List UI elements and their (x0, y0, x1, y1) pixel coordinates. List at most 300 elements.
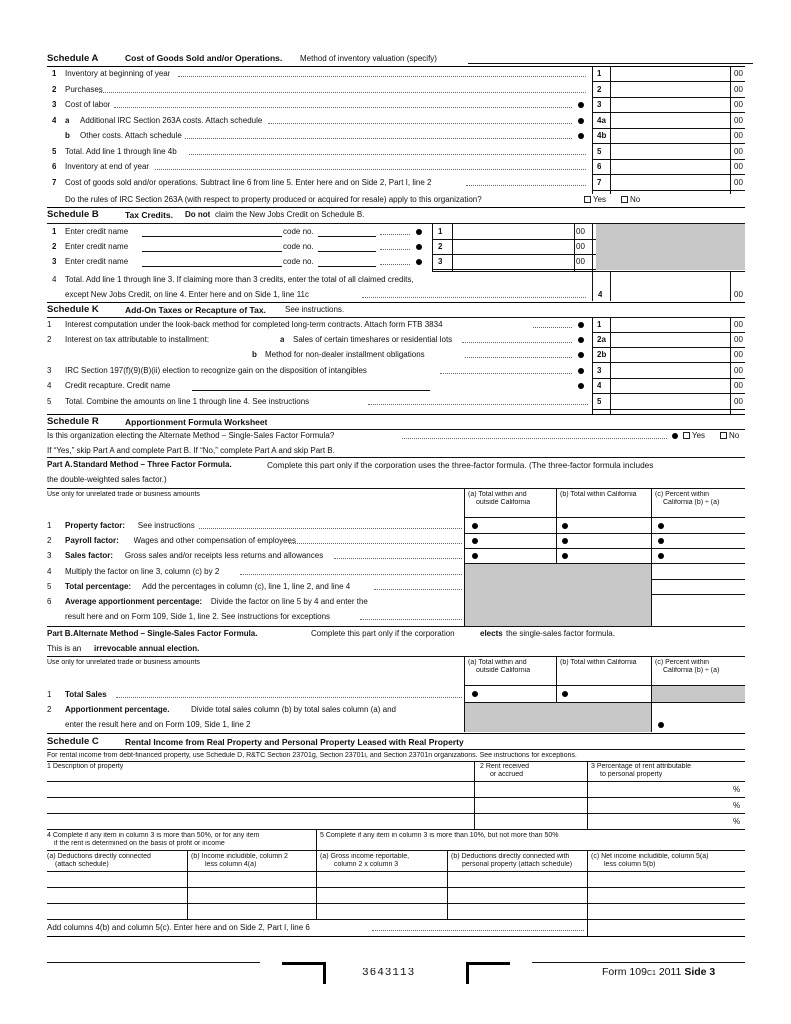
bullet-icon (416, 259, 422, 265)
rule (47, 488, 745, 489)
rule (592, 332, 745, 333)
bullet-icon (416, 229, 422, 235)
schedule-b-heading: Schedule B (47, 210, 99, 220)
rule (592, 112, 745, 113)
bullet-icon (578, 352, 584, 358)
col-c-header: (c) Percent within (655, 491, 710, 498)
rule (651, 594, 745, 595)
bullet-icon (472, 553, 478, 559)
code-no-label: code no. (283, 243, 314, 251)
box-number: 2 (438, 243, 443, 251)
yes-checkbox[interactable] (584, 196, 591, 203)
rule (47, 749, 745, 750)
bullet-icon (578, 102, 584, 108)
col5b-header2: personal property (attach schedule) (462, 861, 573, 868)
schedule-r-heading: Schedule R (47, 417, 99, 427)
rule (47, 66, 745, 67)
rule (532, 962, 745, 963)
shaded-area (465, 703, 651, 732)
col-divider (316, 829, 317, 919)
rule (47, 761, 745, 762)
leader-dots (178, 76, 587, 77)
leader-dots (374, 589, 462, 590)
line-label-bold: Sales factor: (65, 552, 114, 560)
part-b-desc2: the single-sales factor formula. (506, 630, 615, 638)
leader-dots (372, 930, 584, 931)
box-divider (610, 66, 611, 194)
line-sub: b (252, 351, 257, 359)
leader-dots (185, 138, 572, 139)
leader-dots (289, 543, 462, 544)
credit-name-input[interactable] (142, 251, 282, 252)
single-sales-no[interactable] (718, 432, 739, 440)
leader-dots (199, 528, 462, 529)
leader-dots (155, 169, 586, 170)
line-number: 5 (52, 147, 57, 156)
line-number: 1 (52, 228, 57, 236)
cents: 00 (734, 336, 743, 344)
bullet-icon (578, 383, 584, 389)
col4b-header: (b) Income includible, column 2 (191, 853, 288, 860)
single-sales-yes[interactable] (681, 432, 705, 440)
shaded-area (596, 224, 745, 270)
form-footer (602, 967, 715, 978)
rule (47, 656, 745, 657)
rule (592, 347, 745, 348)
box-number: 2a (597, 336, 606, 344)
line-sub: a (280, 336, 285, 344)
line-number: 4 (47, 382, 52, 390)
leader-dots (116, 697, 462, 698)
col-a-header2: outside California (476, 667, 531, 674)
line-sub: b (65, 132, 70, 140)
rule (464, 548, 745, 549)
col-divider (556, 656, 557, 702)
form-sub: C1 (646, 970, 656, 977)
bullet-icon (472, 523, 478, 529)
rule (592, 128, 745, 129)
rule (432, 271, 745, 272)
line-label: Inventory at end of year (65, 163, 150, 171)
col-b-header: (b) Total within California (560, 659, 637, 666)
leader-dots (114, 107, 572, 108)
cents: 00 (734, 367, 743, 375)
bullet-icon (578, 133, 584, 139)
col5-header: 5 Complete if any item in column 3 is more than 10%, but not more than 50% (320, 832, 559, 839)
line-label: Wages and other compensation of employees (133, 537, 296, 545)
rule (592, 97, 745, 98)
col5b-header: (b) Deductions directly connected with (451, 853, 570, 860)
amount-field[interactable] (611, 177, 730, 190)
bullet-icon (672, 433, 678, 439)
box-divider (592, 66, 593, 194)
bullet-icon (562, 523, 568, 529)
leader-dots (462, 342, 572, 343)
col5c-header: (c) Net income includible, column 5(a) (591, 853, 709, 860)
line-label: Multiply the factor on line 3, column (c) by 2 (65, 568, 220, 576)
leader-dots (268, 123, 573, 124)
cents: 00 (576, 228, 585, 236)
line-number: 2 (47, 706, 52, 714)
col-a-header: (a) Total within and (468, 659, 527, 666)
credit-name-input[interactable] (192, 390, 430, 391)
col-divider (587, 850, 588, 936)
rule (592, 409, 745, 410)
box-number: 4 (597, 382, 602, 390)
code-no-input[interactable] (318, 251, 376, 252)
leader-dots (402, 438, 667, 439)
cents: 00 (734, 101, 743, 109)
line-number: 5 (47, 398, 52, 406)
leader-dots (533, 327, 572, 328)
bullet-icon (658, 523, 664, 529)
schedule-c-heading: Schedule C (47, 737, 99, 747)
bullet-icon (578, 337, 584, 343)
bullet-icon (578, 368, 584, 374)
line-label: Additional IRC Section 263A costs. Attach schedule (80, 116, 263, 125)
box-number: 7 (597, 178, 602, 187)
box-divider (730, 271, 731, 301)
cents: 00 (576, 243, 585, 251)
line-label: Total. Combine the amounts on line 1 through line 4. See instructions (65, 398, 310, 406)
box-number: 4a (597, 116, 606, 125)
bullet-icon (416, 244, 422, 250)
yes-checkbox[interactable] (683, 432, 690, 439)
box-number: 2 (597, 85, 602, 94)
rule (47, 733, 745, 734)
col-divider (556, 488, 557, 564)
bullet-icon (562, 538, 568, 544)
col-divider (464, 488, 465, 626)
leader-dots (99, 92, 586, 93)
use-only-note: Use only for unrelated trade or business amounts (47, 491, 200, 498)
col-c-header2: California (b) ÷ (a) (663, 499, 720, 506)
part-a-title: Standard Method – Three Factor Formula. (73, 461, 232, 469)
amount-field[interactable] (611, 334, 730, 347)
part-a-label: Part A. (47, 461, 73, 469)
box-divider (610, 271, 611, 301)
line-number: 2 (52, 85, 57, 94)
box-divider (592, 317, 593, 414)
line-sub: a (65, 116, 70, 125)
line-label-bold: Payroll factor: (65, 537, 119, 545)
col4a-header2: (attach schedule) (55, 861, 109, 868)
line-label: result here and on Form 109, Side 1, line 2. See instructions for exceptions (65, 613, 331, 621)
leader-dots (362, 297, 586, 298)
cents: 00 (734, 132, 743, 140)
rule (592, 174, 745, 175)
box-divider (610, 317, 611, 414)
part-a-desc: Complete this part only if the corporation uses the three-factor formula. (The three-factor formula includes (267, 461, 654, 470)
rule (464, 563, 745, 564)
amount-field[interactable] (611, 365, 730, 378)
inventory-method-input[interactable] (468, 63, 753, 64)
rule (592, 190, 745, 191)
rule (47, 962, 260, 963)
col5a-header2: column 2 x column 3 (334, 861, 399, 868)
part-b-irrev-pre: This is an (47, 645, 82, 653)
part-b-label: Part B. (47, 630, 73, 638)
col-c-header: (c) Percent within (655, 659, 710, 666)
credit-name-label: Enter credit name (65, 243, 129, 251)
total-sales-label: Total Sales (65, 691, 107, 699)
col-c-header2: California (b) ÷ (a) (663, 667, 720, 674)
line-label-bold: Average apportionment percentage: (65, 598, 203, 606)
bullet-icon (562, 691, 568, 697)
schedule-b-donot: Do not (185, 211, 211, 219)
leader-dots (360, 619, 462, 620)
no-label: No (630, 196, 641, 204)
cents: 00 (734, 291, 743, 299)
rule (592, 143, 745, 144)
leader-dots (465, 357, 572, 358)
code-no-input[interactable] (318, 236, 376, 237)
col3-header: 3 Percentage of rent attributable (591, 763, 692, 770)
apportionment-pct-text2: enter the result here and on Form 109, Side 1, line 2 (65, 721, 251, 729)
rule (47, 781, 745, 782)
code-no-label: code no. (283, 258, 314, 266)
cents: 00 (734, 163, 743, 171)
rule (47, 317, 745, 318)
box-number: 5 (597, 398, 602, 406)
box-divider (592, 223, 593, 301)
leader-dots (466, 185, 586, 186)
line-number: 3 (52, 258, 57, 266)
schedule-c-title: Rental Income from Real Property and Personal Property Leased with Real Property (125, 738, 464, 747)
line-number: 2 (47, 537, 52, 545)
bullet-icon (658, 722, 664, 728)
shaded-area (465, 564, 651, 626)
leader-dots (334, 558, 462, 559)
schedule-b-line4-text: Total. Add line 1 through line 3. If claiming more than 3 credits, enter the total of all claimed credits, (65, 276, 414, 284)
box-number: 5 (597, 147, 602, 156)
col4-header: 4 Complete if any item in column 3 is more than 50%, or for any item (47, 832, 260, 839)
rule (592, 159, 745, 160)
cents: 00 (734, 351, 743, 359)
schedule-r-title: Apportionment Formula Worksheet (125, 418, 268, 427)
rule (47, 626, 745, 627)
cents: 00 (734, 321, 743, 329)
schedule-b-title-rest: claim the New Jobs Credit on Schedule B. (215, 211, 365, 219)
percent-sign: % (733, 818, 741, 826)
rule (47, 429, 745, 430)
rule (47, 850, 745, 851)
line-number: 7 (52, 178, 57, 187)
percent-sign: % (733, 802, 741, 810)
use-only-note: Use only for unrelated trade or business amounts (47, 659, 200, 666)
col-divider (651, 656, 652, 732)
col-divider (651, 488, 652, 626)
part-b-irrev: irrevocable annual election. (94, 645, 200, 653)
registration-mark (466, 962, 469, 984)
col-b-header: (b) Total within California (560, 491, 637, 498)
amount-field[interactable] (611, 146, 730, 159)
bullet-icon (562, 553, 568, 559)
col-divider (447, 850, 448, 919)
box-divider (432, 223, 433, 271)
inventory-method-label: Method of inventory valuation (specify) (300, 55, 437, 63)
amount-field[interactable] (611, 115, 730, 128)
bullet-icon (658, 553, 664, 559)
rule (47, 887, 745, 888)
amount-field[interactable] (611, 380, 730, 393)
rule (464, 702, 745, 703)
leader-dots (240, 574, 462, 575)
rule (432, 239, 596, 240)
no-checkbox[interactable] (720, 432, 727, 439)
box-number: 3 (597, 101, 602, 109)
rule (592, 81, 745, 82)
rule (592, 378, 745, 379)
rule (47, 457, 745, 458)
col4b-header2: less column 4(a) (205, 861, 257, 868)
cents: 00 (734, 382, 743, 390)
registration-mark (282, 962, 326, 965)
rule (464, 517, 745, 518)
line-number: 3 (47, 367, 52, 375)
credit-name-label: Enter credit name (65, 228, 129, 236)
amount-field[interactable] (611, 349, 730, 362)
bullet-icon (658, 538, 664, 544)
line-number: 4 (47, 568, 52, 576)
schedule-k-heading: Schedule K (47, 305, 99, 315)
line-number: 2 (52, 243, 57, 251)
schedule-a-heading: Schedule A (47, 54, 99, 64)
box-divider (730, 66, 731, 194)
line-label-bold: Total percentage: (65, 583, 132, 591)
irc-263a-question: Do the rules of IRC Section 263A (with respect to property produced or acquired for resale) apply to this organization? (65, 196, 482, 204)
amount-field[interactable] (611, 68, 730, 81)
rule (432, 269, 596, 270)
shaded-area (652, 686, 745, 702)
apportionment-pct-label: Apportionment percentage. (65, 706, 170, 714)
part-b-title: Alternate Method – Single-Sales Factor Formula. (73, 630, 258, 638)
box-number: 4b (597, 132, 607, 140)
col-divider (474, 761, 475, 829)
line-label: Cost of goods sold and/or operations. Subtract line 6 from line 5. Enter here and on Side 2, Part I, line 2 (65, 178, 432, 187)
line-label: Credit recapture. Credit name (65, 382, 171, 390)
line-label: Cost of labor (65, 101, 111, 109)
cents: 00 (734, 116, 743, 125)
form-name: Form 109 (602, 967, 647, 978)
no-checkbox[interactable] (621, 196, 628, 203)
amount-field[interactable] (611, 130, 730, 143)
line-number: 3 (52, 101, 57, 109)
line-number: 1 (47, 522, 52, 530)
amount-field[interactable] (611, 396, 730, 409)
rule (47, 871, 745, 872)
single-sales-question: Is this organization electing the Alternate Method – Single-Sales Factor Formula? (47, 432, 335, 440)
rule (47, 829, 745, 830)
col-divider (187, 850, 188, 919)
box-divider (730, 317, 731, 414)
schedule-k-title-rest: See instructions. (285, 306, 345, 314)
col-divider (587, 761, 588, 829)
line-number: 1 (52, 70, 57, 78)
irc-263a-yes[interactable] (582, 196, 606, 204)
amount-field[interactable] (611, 84, 730, 97)
yes-label: Yes (593, 196, 607, 204)
percent-sign: % (733, 786, 741, 794)
amount-field[interactable] (611, 161, 730, 174)
col2-header2: or accrued (490, 771, 524, 778)
line-number: 1 (47, 691, 52, 699)
cents: 00 (734, 85, 743, 94)
line-label: Purchases (65, 85, 103, 94)
schedule-b-title: Tax Credits. (125, 211, 174, 220)
box-number: 4 (598, 291, 603, 299)
col-a-header: (a) Total within and (468, 491, 527, 498)
line-number: 4 (52, 276, 57, 284)
bullet-icon (578, 322, 584, 328)
rule (47, 797, 745, 798)
col3-header2: to personal property (600, 771, 663, 778)
line-number: 4 (52, 116, 57, 125)
box-number: 3 (597, 367, 602, 375)
bullet-icon (578, 118, 584, 124)
box-number: 1 (438, 228, 443, 236)
form-side: Side 3 (684, 967, 716, 978)
line-label: Other costs. Attach schedule (80, 132, 182, 140)
part-a-desc2: the double-weighted sales factor.) (47, 476, 167, 484)
col-a-header2: outside California (476, 499, 531, 506)
rule (592, 393, 745, 394)
apportionment-pct-text: Divide total sales column (b) by total sales column (a) and (191, 706, 396, 714)
line-number: 6 (52, 163, 57, 171)
part-b-elects: elects (480, 630, 503, 638)
line-label: Total. Add line 1 through line 4b (65, 147, 177, 156)
code-no-input[interactable] (318, 266, 376, 267)
rule (464, 685, 745, 686)
schedule-c-intro: For rental income from debt-financed property, use Schedule D, R&TC Section 23701g, Section 23701i, and Section 23701n organizations. See instructions for exceptions. (47, 752, 577, 759)
box-number: 3 (438, 258, 443, 266)
rule (47, 919, 745, 920)
schedule-c-total-label: Add columns 4(b) and column 5(c). Enter here and on Side 2, Part I, line 6 (47, 924, 310, 932)
line-label: Add the percentages in column (c), line 1, line 2, and line 4 (142, 583, 351, 591)
line-label: Sales of certain timeshares or residential lots (293, 336, 453, 344)
credit-name-input[interactable] (142, 266, 282, 267)
cents: 00 (734, 70, 743, 78)
code-no-label: code no. (283, 228, 314, 236)
line-label: Gross sales and/or receipts less returns and allowances (124, 552, 324, 560)
amount-field[interactable] (611, 99, 730, 112)
credit-name-input[interactable] (142, 236, 282, 237)
line-number: 2 (47, 336, 52, 344)
leader-dots (189, 154, 586, 155)
rule (651, 579, 745, 580)
line-label: Interest on tax attributable to installment: (65, 336, 210, 344)
no-label: No (729, 432, 740, 440)
line-label: Inventory at beginning of year (65, 70, 171, 78)
col4-header2: if the rent is determined on the basis of profit or income (54, 840, 225, 847)
leader-dots (368, 404, 588, 405)
schedule-k-title: Add-On Taxes or Recapture of Tax. (125, 306, 266, 315)
box-number: 1 (597, 70, 602, 78)
credit-name-label: Enter credit name (65, 258, 129, 266)
line-number: 1 (47, 321, 52, 329)
rule (47, 302, 745, 303)
cents: 00 (576, 258, 585, 266)
schedule-r-instruction: If “Yes,” skip Part A and complete Part B. If “No,” complete Part A and skip Part B. (47, 447, 335, 455)
line-label: Interest computation under the look-back method for completed long-term contracts. Attach form FTB 3834 (65, 321, 443, 329)
rule (47, 813, 745, 814)
amount-field[interactable] (611, 319, 730, 332)
rule (592, 362, 745, 363)
yes-label: Yes (692, 432, 706, 440)
schedule-b-line4-text2: except New Jobs Credit, on line 4. Enter here and on Side 1, line 11c (65, 291, 309, 299)
irc-263a-no[interactable] (619, 196, 640, 204)
line-number: 3 (47, 552, 52, 560)
